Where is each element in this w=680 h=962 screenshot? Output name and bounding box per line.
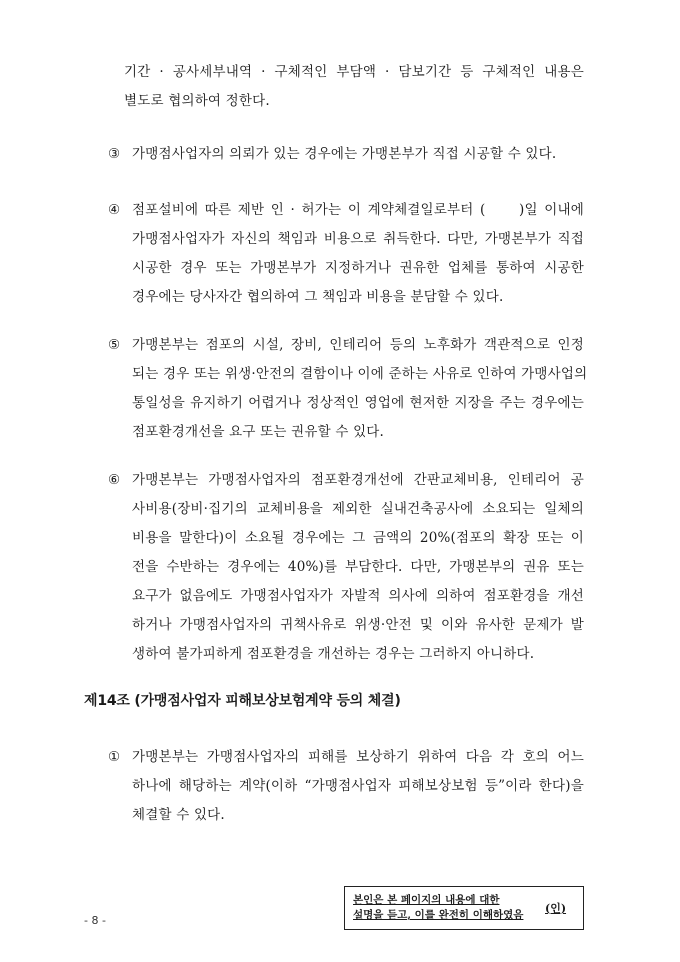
text-line: 시공한 경우 또는 가맹본부가 지정하거나 권유한 업체를 통하여 시공한: [132, 260, 584, 276]
text-line: 가맹본부는 가맹점사업자의 피해를 보상하기 위하여 다음 각 호의 어느: [132, 749, 584, 765]
page-number: - 8 -: [84, 914, 106, 927]
clause-number: ⑥: [108, 472, 121, 488]
confirmation-text: [345, 893, 539, 923]
clause-6: [108, 466, 584, 669]
text-line: 하거나 가맹점사업자의 귀책사유로 위생·안전 및 이와 유사한 문제가 발: [132, 617, 584, 633]
text-line: 가맹본부는 가맹점사업자의 점포환경개선에 간판교체비용, 인테리어 공: [132, 472, 584, 488]
clause-4: [108, 196, 584, 312]
text-line: 사비용(장비·집기의 교체비용을 제외한 실내건축공사에 소요되는 일체의: [132, 501, 584, 517]
text-line: 가맹본부는 점포의 시설, 장비, 인테리어 등의 노후화가 객관적으로 인정: [132, 337, 584, 353]
text-line: 통일성을 유지하기 어렵거나 정상적인 영업에 현저한 지장을 주는 경우에는: [132, 395, 584, 411]
text-line: 전을 수반하는 경우에는 40%)를 부담한다. 다만, 가맹본부의 권유 또는: [132, 559, 584, 575]
clause-number: ③: [108, 146, 121, 162]
text-line: 되는 경우 또는 위생·안전의 결함이나 이에 준하는 사유로 인하여 가맹사업의: [132, 366, 588, 382]
confirmation-line: 설명을 듣고, 이를 완전히 이해하였음: [353, 909, 524, 921]
text-line: 경우에는 당사자간 협의하여 그 책임과 비용을 분담할 수 있다.: [132, 289, 504, 305]
text-line: 점포환경개선을 요구 또는 권유할 수 있다.: [132, 424, 385, 440]
clause-5: [108, 331, 588, 447]
clause-number: ①: [108, 749, 121, 765]
continuation-paragraph: [124, 58, 584, 116]
article-14-clause-1: [108, 743, 584, 830]
text-line: 가맹점사업자가 자신의 책임과 비용으로 취득한다. 다만, 가맹본부가 직접: [132, 231, 584, 247]
clause-3: [108, 140, 584, 169]
text-line: 체결할 수 있다.: [132, 807, 225, 823]
text-line: 생하여 불가피하게 점포환경을 개선하는 경우는 그러하지 아니하다.: [132, 646, 535, 662]
article-heading: 제14조 (가맹점사업자 피해보상보험계약 등의 체결): [84, 693, 401, 709]
confirmation-line: 본인은 본 페이지의 내용에 대한: [353, 894, 500, 906]
text-line: 가맹점사업자의 의뢰가 있는 경우에는 가맹본부가 직접 시공할 수 있다.: [132, 146, 557, 162]
text-line: 비용을 말한다)이 소요될 경우에는 그 금액의 20%(점포의 확장 또는 이: [132, 530, 584, 546]
text-line: 별도로 협의하여 정한다.: [124, 93, 270, 109]
text-line: 하나에 해당하는 계약(이하 “가맹점사업자 피해보상보험 등”이라 한다)을: [132, 778, 584, 794]
clause-number: ⑤: [108, 337, 121, 353]
text-line: 점포설비에 따른 제반 인 · 허가는 이 계약체결일로부터 ( )일 이내에: [132, 202, 584, 218]
seal-mark: (인): [545, 902, 567, 915]
text-line: 기간 · 공사세부내역 · 구체적인 부담액 · 담보기간 등 구체적인 내용은: [124, 64, 584, 80]
confirmation-box: [344, 886, 584, 930]
clause-number: ④: [108, 202, 121, 218]
text-line: 요구가 없음에도 가맹점사업자가 자발적 의사에 의하여 점포환경을 개선: [132, 588, 584, 604]
